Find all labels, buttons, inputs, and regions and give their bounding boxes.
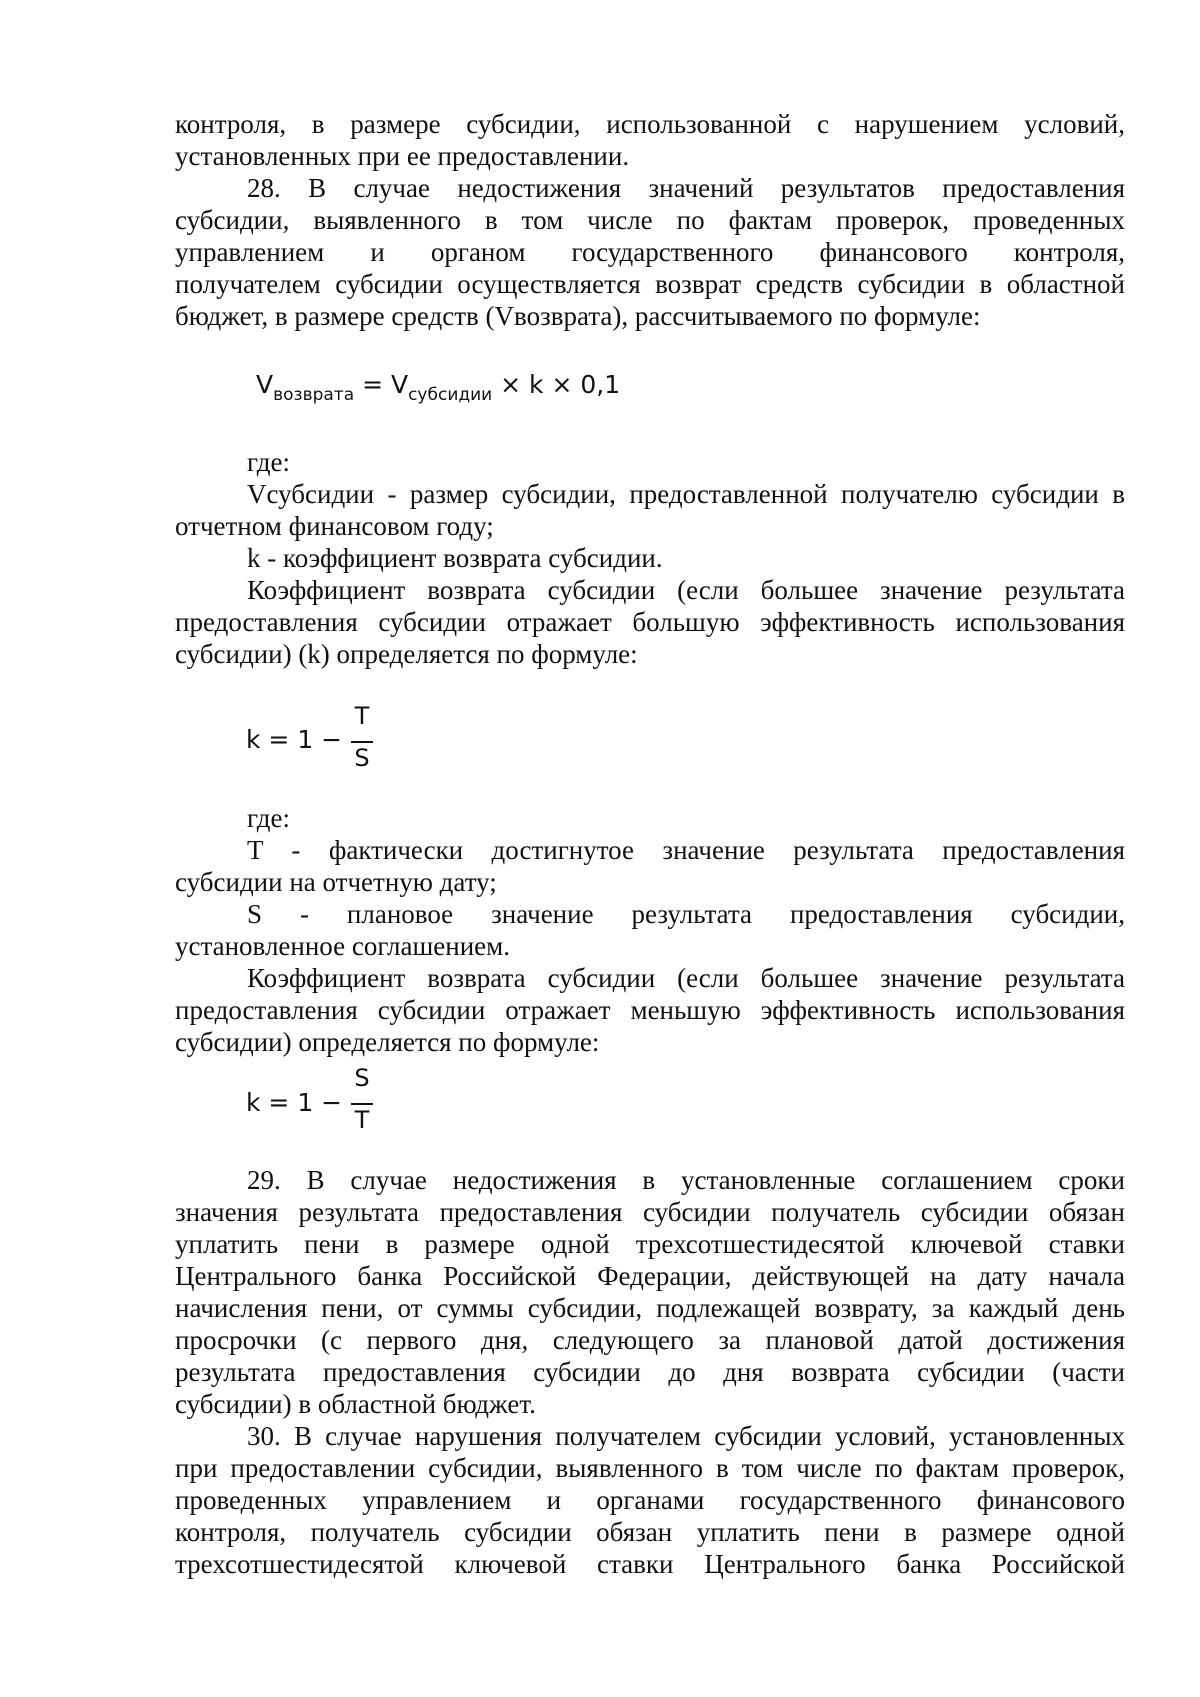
text-line: предоставления субсидии отражает большую эффективность использования: [175, 607, 1125, 637]
text-line: контроля, в размере субсидии, использованной с нарушением условий,: [175, 109, 1125, 139]
text-line: субсидии на отчетную дату;: [175, 867, 497, 897]
text-line: Коэффициент возврата субсидии (если большее значение результата: [247, 963, 1125, 993]
text-line: получателем субсидии осуществляется возврат средств субсидии в областной: [175, 269, 1125, 299]
text-line: Коэффициент возврата субсидии (если большее значение результата: [247, 575, 1125, 605]
fraction-bar: [351, 741, 373, 743]
text-line: значения результата предоставления субсидии получатель субсидии обязан: [175, 1197, 1125, 1227]
fraction-denominator: T: [354, 1106, 370, 1134]
text-line: проведенных управлением и органами государственного финансового: [175, 1485, 1125, 1515]
fraction-bar: [351, 1103, 373, 1105]
text-line: начисления пени, от суммы субсидии, подлежащей возврату, за каждый день: [175, 1293, 1125, 1323]
formula-multiplier: × k × 0,1: [492, 370, 621, 399]
text-line: уплатить пени в размере одной трехсотшестидесятой ключевой ставки: [175, 1229, 1125, 1259]
text-line: установленных при ее предоставлении.: [175, 141, 630, 171]
text-line: субсидии) в областной бюджет.: [175, 1389, 536, 1419]
text-line: субсидии) определяется по формуле:: [175, 1027, 600, 1057]
formula-lhs: k = 1 −: [246, 725, 343, 754]
formula-equals: =: [354, 370, 391, 399]
text-line: субсидии, выявленного в том числе по фактам проверок, проведенных: [175, 205, 1125, 235]
text-line: результата предоставления субсидии до дня возврата субсидии (части: [175, 1357, 1125, 1387]
definition-vsubsidy: Vсубсидии - размер субсидии, предоставленной получателю субсидии в: [247, 479, 1125, 509]
fraction-numerator: T: [354, 702, 370, 730]
formula-subscript-subsidy: субсидии: [408, 385, 493, 405]
where-label: где:: [247, 447, 290, 477]
definition-k: k - коэффициент возврата субсидии.: [247, 543, 663, 573]
text-line: управлением и органом государственного финансового контроля,: [175, 237, 1125, 267]
where-label: где:: [247, 803, 290, 833]
text-line: отчетном финансовом году;: [175, 511, 494, 541]
paragraph-28-start: 28. В случае недостижения значений результатов предоставления: [247, 173, 1125, 203]
fraction-denominator: S: [354, 744, 370, 772]
text-line: трехсотшестидесятой ключевой ставки Центрального банка Российской: [175, 1549, 1125, 1579]
text-line: контроля, получатель субсидии обязан уплатить пени в размере одной: [175, 1517, 1125, 1547]
formula-return-amount: [256, 370, 621, 405]
paragraph-30-start: 30. В случае нарушения получателем субсидии условий, установленных: [247, 1421, 1125, 1451]
text-line: бюджет, в размере средств (Vвозврата), рассчитываемого по формуле:: [175, 301, 981, 331]
text-line: предоставления субсидии отражает меньшую эффективность использования: [175, 995, 1125, 1025]
definition-s: S - плановое значение результата предоставления субсидии,: [247, 899, 1125, 929]
text-line: при предоставлении субсидии, выявленного в том числе по фактам проверок,: [175, 1453, 1125, 1483]
fraction-numerator: S: [354, 1064, 370, 1092]
formula-v-symbol: V: [390, 370, 409, 399]
formula-lhs: k = 1 −: [246, 1088, 343, 1117]
definition-t: T - фактически достигнутое значение результата предоставления: [247, 835, 1125, 865]
text-line: субсидии) (k) определяется по формуле:: [175, 639, 638, 669]
paragraph-29-start: 29. В случае недостижения в установленные соглашением сроки: [247, 1165, 1125, 1195]
text-line: Центрального банка Российской Федерации, действующей на дату начала: [175, 1261, 1125, 1291]
formula-subscript-return: возврата: [273, 385, 355, 405]
text-line: просрочки (с первого дня, следующего за плановой датой достижения: [175, 1325, 1125, 1355]
text-line: установленное соглашением.: [175, 931, 510, 961]
formula-v-symbol: V: [256, 370, 274, 399]
